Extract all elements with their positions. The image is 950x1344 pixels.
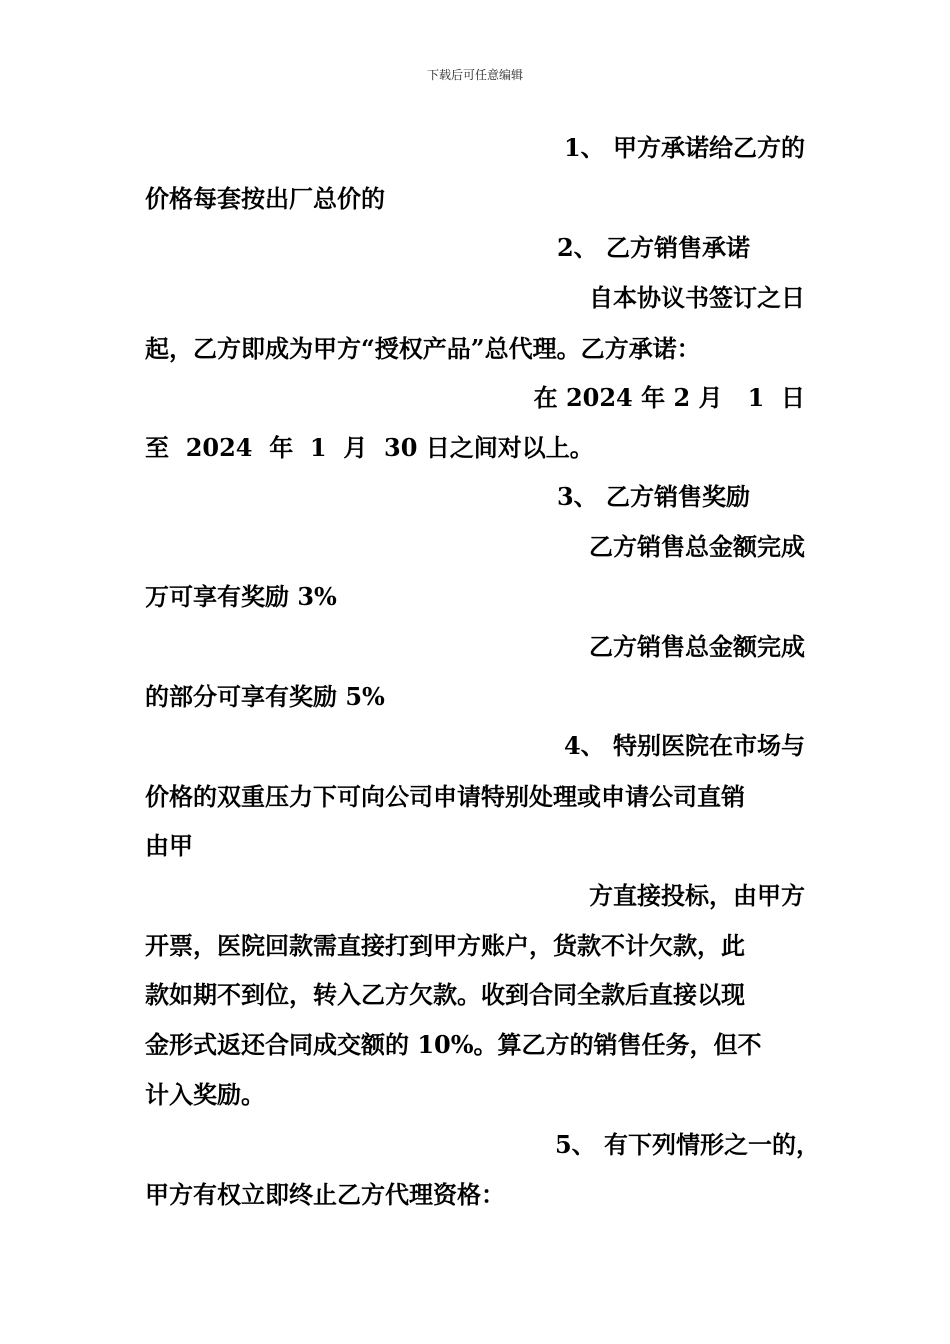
clause-4-text-3: 方直接投标，由甲方	[589, 881, 805, 910]
clause-4-text-2: 由甲	[145, 831, 193, 860]
page-header: 下载后可任意编辑	[426, 68, 523, 82]
clause-2-text-1: 自本协议书签订之日	[589, 283, 805, 312]
clause-4-text-7: 计入奖励。	[145, 1080, 265, 1109]
clause-3-heading: 3、 乙方销售奖励	[556, 482, 750, 511]
clause-3-text-1: 乙方销售总金额完成	[589, 532, 805, 561]
clause-2-text-3: 在 2024 年 2 月 1 日	[533, 383, 805, 412]
clause-2-text-4: 至 2024 年 1 月 30 日之间对以上。	[145, 433, 594, 462]
clause-4-text-6: 金形式返还合同成交额的 10%。算乙方的销售任务，但不	[145, 1030, 762, 1059]
clause-2-text-2: 起，乙方即成为甲方“授权产品”总代理。乙方承诺：	[145, 334, 701, 363]
clause-5-text: 甲方有权立即终止乙方代理资格：	[145, 1180, 505, 1209]
clause-2-heading: 2、 乙方销售承诺	[556, 233, 750, 262]
clause-4-text-1: 价格的双重压力下可向公司申请特别处理或申请公司直销	[145, 782, 745, 811]
clause-1-heading: 1、 甲方承诺给乙方的	[563, 133, 805, 162]
clause-3-text-4: 的部分可享有奖励 5%	[145, 682, 385, 711]
clause-3-text-3: 乙方销售总金额完成	[589, 632, 805, 661]
clause-4-heading: 4、 特别医院在市场与	[563, 731, 805, 760]
clause-4-text-5: 款如期不到位，转入乙方欠款。收到合同全款后直接以现	[145, 980, 745, 1009]
clause-4-text-4: 开票，医院回款需直接打到甲方账户，货款不计欠款，此	[145, 931, 745, 960]
clause-3-text-2: 万可享有奖励 3%	[145, 582, 337, 611]
clause-1-text: 价格每套按出厂总价的	[145, 184, 385, 213]
clause-5-heading: 5、 有下列情形之一的，	[554, 1130, 820, 1159]
